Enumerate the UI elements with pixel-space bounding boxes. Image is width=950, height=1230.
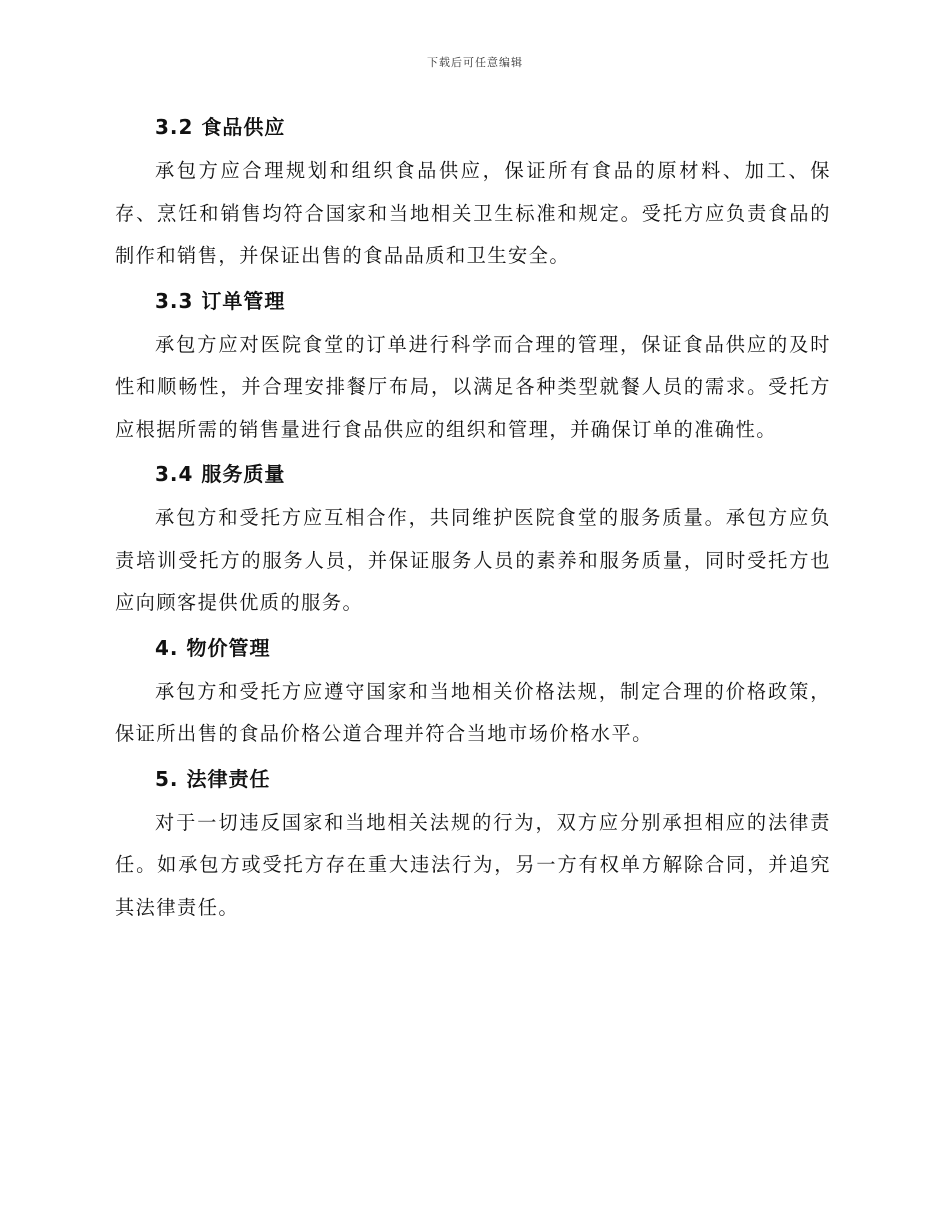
section-text-3-3: 承包方应对医院食堂的订单进行科学而合理的管理，保证食品供应的及时性和顺畅性，并合理安排餐厅布局，以满足各种类型就餐人员的需求。受托方应根据所需的销售量进行食品供应的组织和管理，并确保订单的准确性。 (115, 332, 831, 441)
page-header: 下载后可任意编辑 (427, 56, 523, 69)
section-text-4: 承包方和受托方应遵守国家和当地相关价格法规，制定合理的价格政策，保证所出售的食品价格公道合理并符合当地市场价格水平。 (115, 679, 831, 745)
section-text-5: 对于一切违反国家和当地相关法规的行为，双方应分别承担相应的法律责任。如承包方或受托方存在重大违法行为，另一方有权单方解除合同，并追究其法律责任。 (115, 810, 831, 919)
section-heading-3-4: 3.4 服务质量 (155, 462, 286, 486)
document-body (115, 108, 831, 933)
section-text-3-2: 承包方应合理规划和组织食品供应，保证所有食品的原材料、加工、保存、烹饪和销售均符合国家和当地相关卫生标准和规定。受托方应负责食品的制作和销售，并保证出售的食品品质和卫生安全。 (115, 159, 831, 267)
section-text-3-4: 承包方和受托方应互相合作，共同维护医院食堂的服务质量。承包方应负责培训受托方的服务人员，并保证服务人员的素养和服务质量，同时受托方也应向顾客提供优质的服务。 (115, 506, 831, 614)
section-heading-3-2: 3.2 食品供应 (155, 115, 286, 139)
section-heading-5: 5. 法律责任 (155, 766, 271, 791)
section-heading-3-3: 3.3 订单管理 (155, 288, 286, 313)
section-heading-4: 4. 物价管理 (155, 635, 271, 660)
